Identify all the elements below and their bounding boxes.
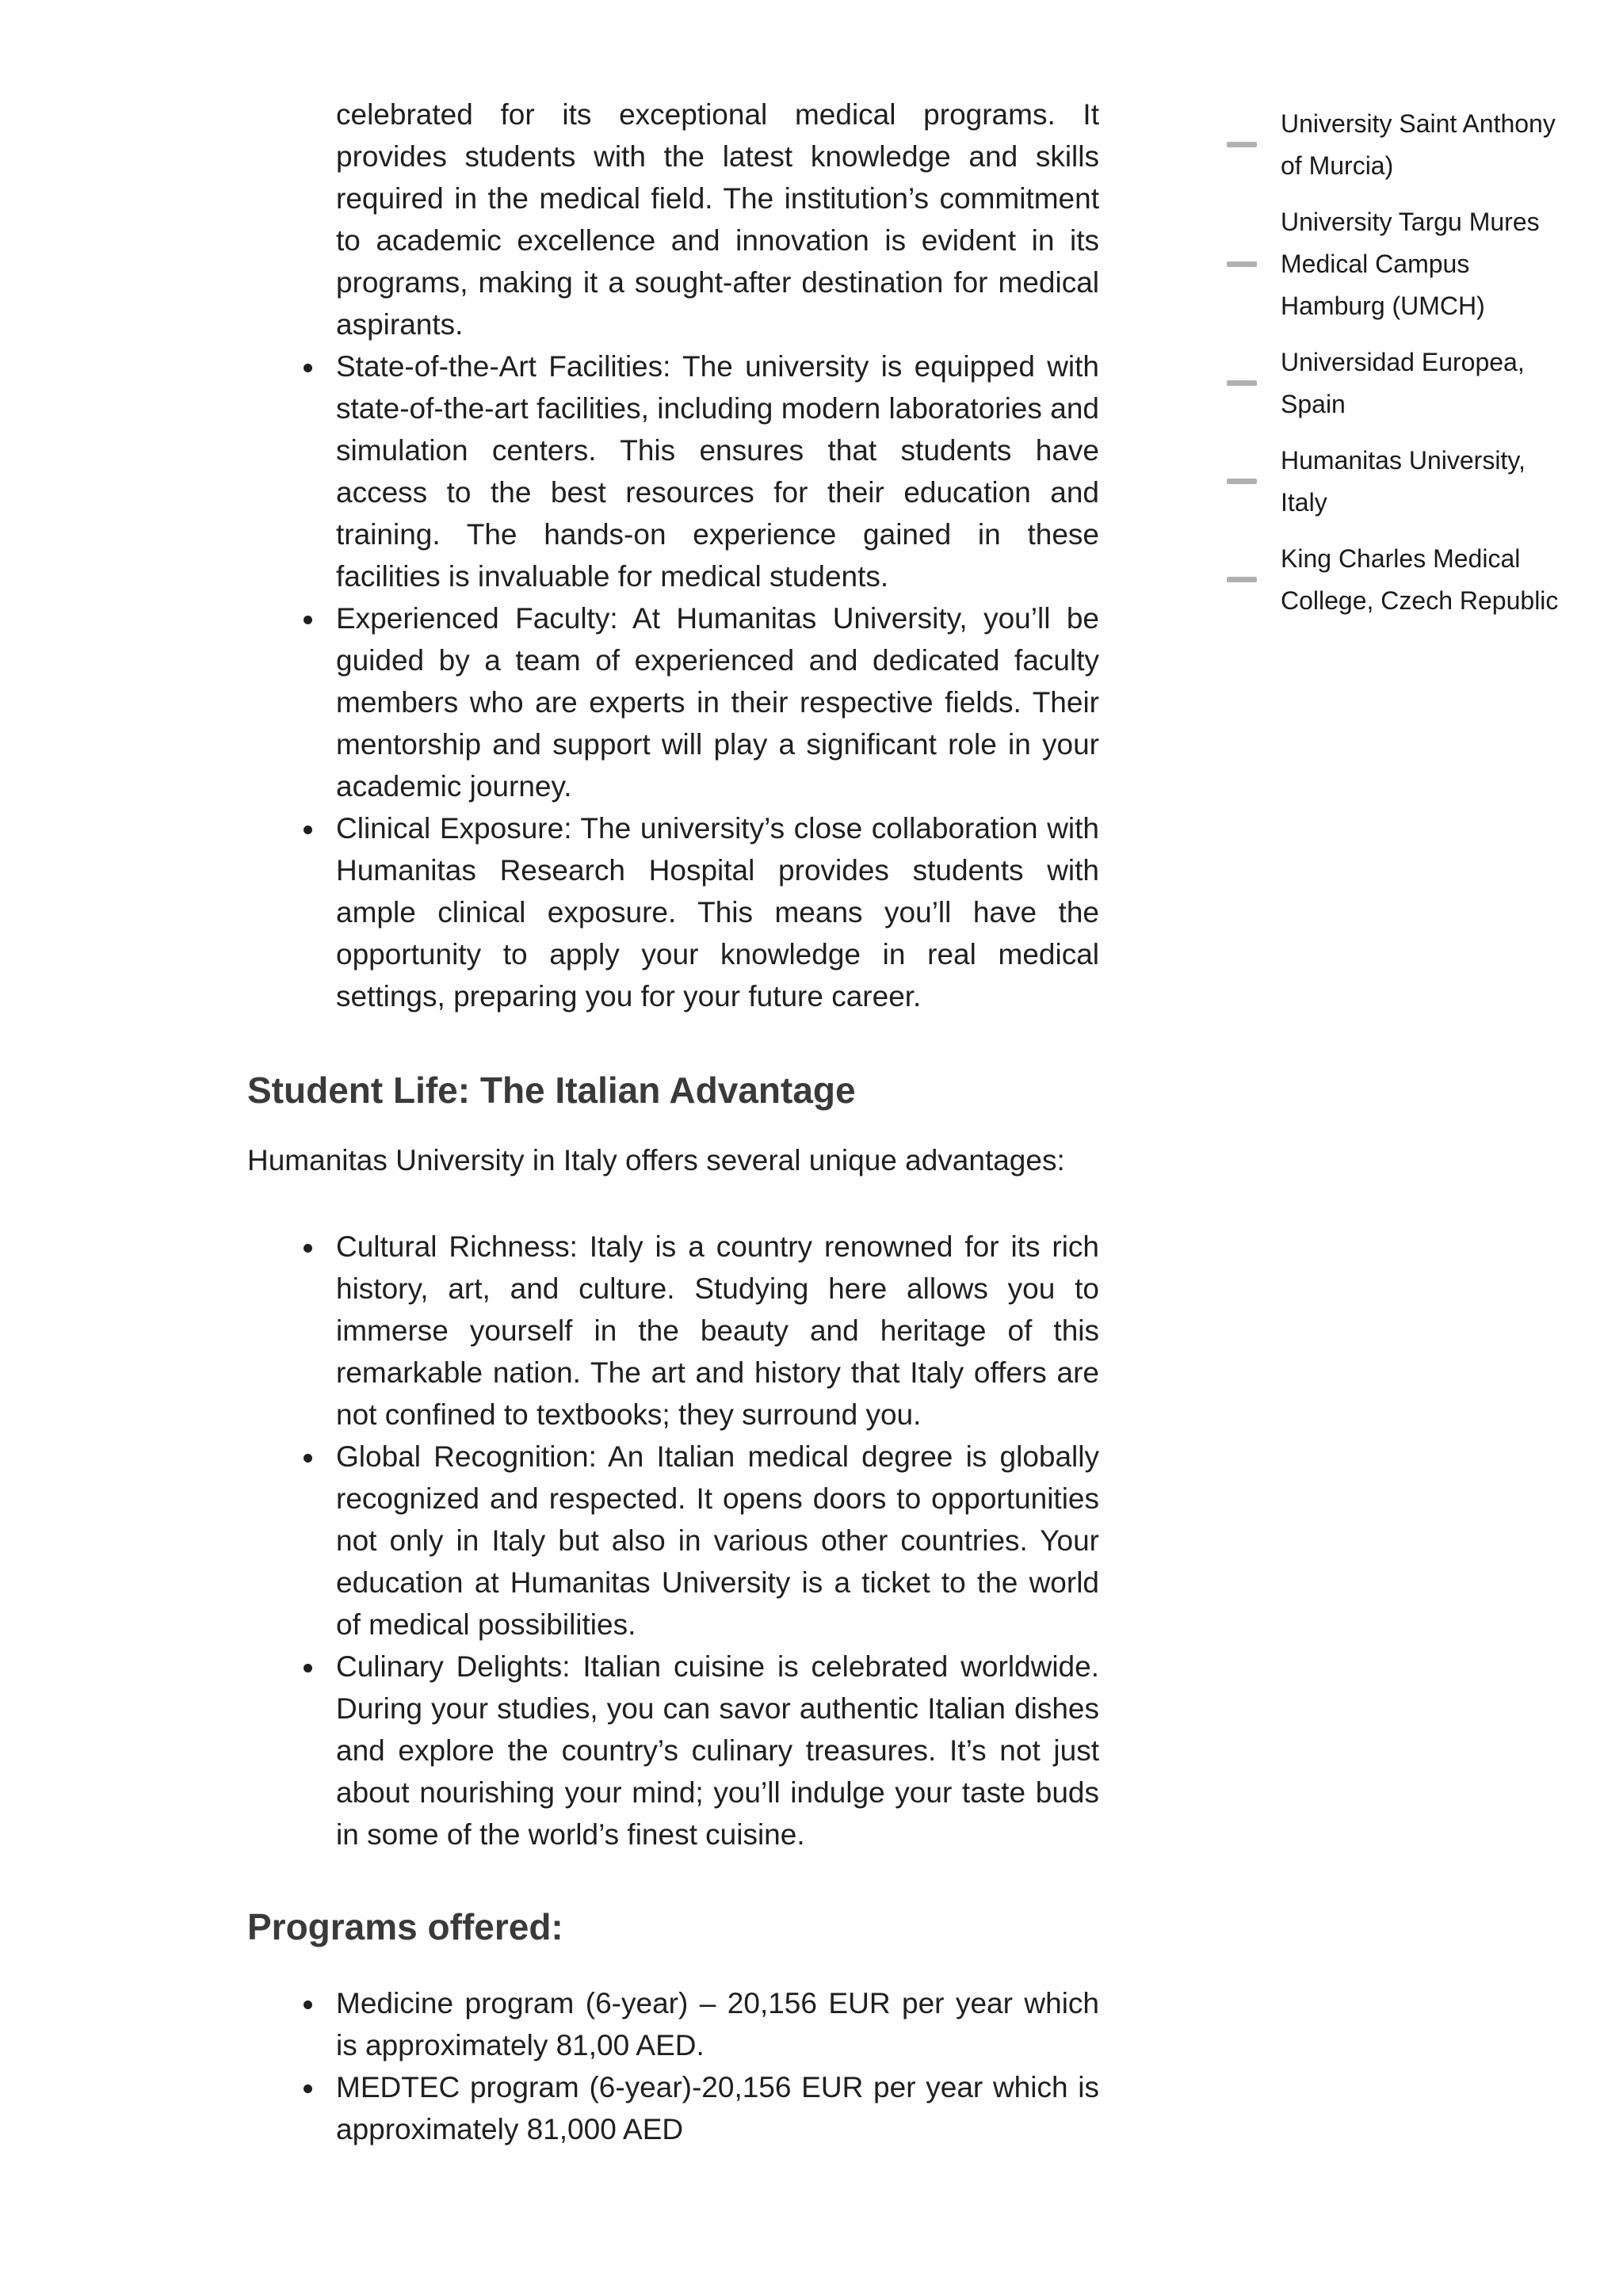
sidebar-link-universidad-europea[interactable] (1227, 341, 1560, 425)
list-item: Medicine program (6-year) – 20,156 EUR per year which is approximately 81,00 AED. (336, 1982, 1099, 2066)
section-intro: Humanitas University in Italy offers several unique advantages: (247, 1144, 1065, 1177)
sidebar-link-umch[interactable] (1227, 201, 1560, 327)
list-item: Culinary Delights: Italian cuisine is celebrated worldwide. During your studies, you can savor authentic Italian dishes and explore the country’s culinary treasures. It’s not just about nourishing your mind; you’ll indulge your taste buds in some of the world’s finest cuisine. (336, 1646, 1099, 1855)
list-item: MEDTEC program (6-year)-20,156 EUR per year which is approximately 81,000 AED (336, 2066, 1099, 2150)
features-list (247, 93, 1099, 1017)
dash-icon (1227, 380, 1257, 386)
list-item: Global Recognition: An Italian medical degree is globally recognized and respected. It opens doors to opportunities not only in Italy but also in various other countries. Your education at Humanitas University is a ticket to the world of medical possibilities. (336, 1436, 1099, 1646)
sidebar-link-ucam[interactable] (1227, 103, 1560, 187)
advantages-list (247, 1226, 1099, 1855)
sidebar-link-label: University Targu Mures Medical Campus Hamburg (UMCH) (1281, 208, 1540, 320)
dash-icon (1227, 142, 1257, 147)
dash-icon (1227, 261, 1257, 267)
list-item: Experienced Faculty: At Humanitas University, you’ll be guided by a team of experienced and dedicated faculty members who are experts in their respective fields. Their mentorship and support will play a significant role in your academic journey. (336, 597, 1099, 807)
section-heading-programs: Programs offered: (247, 1906, 563, 1947)
list-item: Clinical Exposure: The university’s close collaboration with Humanitas Research Hospital provides students with ample clinical exposure. This means you’ll have the opportunity to apply your knowledge in real medical settings, preparing you for your future career. (336, 807, 1099, 1017)
sidebar-link-label: Humanitas University, Italy (1281, 446, 1526, 517)
dash-icon (1227, 577, 1257, 582)
sidebar-link-label: Universidad Europea, Spain (1281, 348, 1525, 418)
list-item: State-of-the-Art Facilities: The university is equipped with state-of-the-art facilities, including modern laboratories and simulation centers. This ensures that students have access to the best resources for their education and training. The hands-on experience gained in these facilities is invaluable for medical students. (336, 345, 1099, 597)
dash-icon (1227, 479, 1257, 484)
sidebar-link-humanitas[interactable] (1227, 440, 1560, 524)
list-item: celebrated for its exceptional medical programs. It provides students with the latest knowledge and skills required in the medical field. The institution’s commitment to academic excellence and innovation is evident in its programs, making it a sought-after destination for medical aspirants. (336, 98, 1099, 341)
section-heading-student-life: Student Life: The Italian Advantage (247, 1070, 856, 1111)
sidebar-link-label: King Charles Medical College, Czech Republic (1281, 544, 1559, 615)
sidebar-link-king-charles[interactable] (1227, 538, 1560, 622)
list-item: Cultural Richness: Italy is a country renowned for its rich history, art, and culture. Studying here allows you to immerse yourself in the beauty and heritage of this remarkable nation. The art and history that Italy offers are not confined to textbooks; they surround you. (336, 1226, 1099, 1436)
programs-list (247, 1982, 1099, 2150)
sidebar-link-label: University Saint Anthony of Murcia) (1281, 109, 1556, 180)
related-universities-sidebar (1227, 103, 1560, 636)
article-content (247, 93, 1099, 2150)
